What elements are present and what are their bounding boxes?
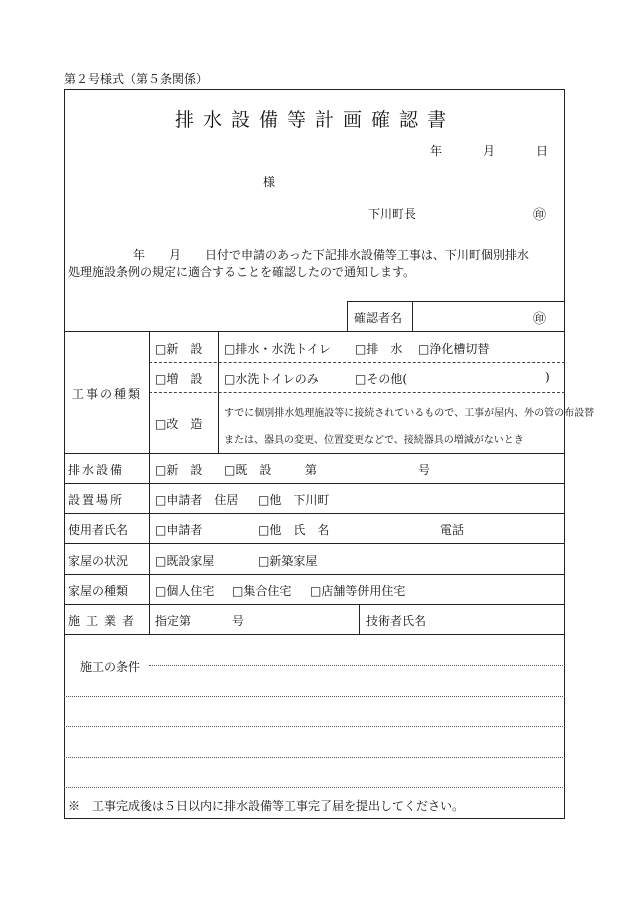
location-label: 設置場所 xyxy=(68,493,125,507)
confirmer-label: 確認者名 xyxy=(354,311,403,325)
flush-toilet-only-checkbox[interactable]: □水洗トイレのみ xyxy=(224,372,319,386)
facility-number-prefix: 第 xyxy=(305,463,318,477)
engineer-name-label: 技術者氏名 xyxy=(366,614,427,628)
date-month: 月 xyxy=(483,144,496,158)
user-other-checkbox[interactable]: □他 氏 名 xyxy=(258,523,330,537)
drain-checkbox[interactable]: □排 水 xyxy=(355,342,403,356)
phone-label: 電話 xyxy=(440,523,465,537)
drain-flush-toilet-checkbox[interactable]: □排水・水洗トイレ xyxy=(224,342,331,356)
store-house-checkbox[interactable]: □店舗等併用住宅 xyxy=(310,584,406,598)
designated-number-label: 指定第 xyxy=(155,614,192,628)
work-type-label: 工事の種類 xyxy=(72,387,143,401)
apartment-checkbox[interactable]: □集合住宅 xyxy=(232,584,292,598)
work-add-checkbox[interactable]: □増 設 xyxy=(155,372,203,386)
modify-description-1: すでに個別排水処理施設等に接続されているもので、工事が屋内、外の管の布設替 xyxy=(224,408,595,419)
location-applicant-checkbox[interactable]: □申請者 住居 xyxy=(155,493,239,507)
notice-line-2: 処理施設条例の規定に適合することを確認したので通知します。 xyxy=(68,265,416,279)
location-other-checkbox[interactable]: □他 下川町 xyxy=(258,493,330,507)
date-day: 日 xyxy=(536,144,549,158)
drain-facility-label: 排水設備 xyxy=(68,463,125,477)
form-number: 第２号様式（第５条関係） xyxy=(64,72,209,86)
contractor-label: 施工業者 xyxy=(68,614,141,628)
private-house-checkbox[interactable]: □個人住宅 xyxy=(155,584,215,598)
existing-house-checkbox[interactable]: □既設家屋 xyxy=(155,554,215,568)
page-title: 排水設備等計画確認書 xyxy=(174,109,455,131)
footnote: ※ 工事完成後は５日以内に排水設備等工事完了届を提出してください。 xyxy=(68,799,465,813)
user-name-label: 使用者氏名 xyxy=(68,523,129,537)
confirmer-seal: ㊞ xyxy=(533,312,547,327)
issuer: 下川町長 xyxy=(368,207,417,221)
house-type-label: 家屋の種類 xyxy=(68,584,129,598)
septic-switch-checkbox[interactable]: □浄化槽切替 xyxy=(418,342,490,356)
facility-existing-checkbox[interactable]: □既 設 xyxy=(224,463,272,477)
facility-new-checkbox[interactable]: □新 設 xyxy=(155,463,203,477)
user-applicant-checkbox[interactable]: □申請者 xyxy=(155,523,203,537)
issuer-seal: ㊞ xyxy=(533,208,547,223)
other-close-paren: ) xyxy=(545,370,550,384)
new-house-checkbox[interactable]: □新築家屋 xyxy=(258,554,318,568)
house-status-label: 家屋の状況 xyxy=(68,554,129,568)
designated-number-suffix: 号 xyxy=(232,614,245,628)
conditions-label: 施工の条件 xyxy=(80,660,141,674)
work-new-checkbox[interactable]: □新 設 xyxy=(155,342,203,356)
form-frame xyxy=(64,89,565,819)
addressee-suffix: 様 xyxy=(263,175,276,189)
modify-description-2: または、器具の変更、位置変更などで、接続器具の増減がないとき xyxy=(224,435,524,446)
date-year: 年 xyxy=(430,144,443,158)
facility-number-suffix: 号 xyxy=(418,463,431,477)
work-modify-checkbox[interactable]: □改 造 xyxy=(155,417,203,431)
other-checkbox[interactable]: □その他( xyxy=(355,372,408,386)
notice-line-1: 年 月 日付で申請のあった下記排水設備等工事は、下川町個別排水 xyxy=(133,248,529,262)
